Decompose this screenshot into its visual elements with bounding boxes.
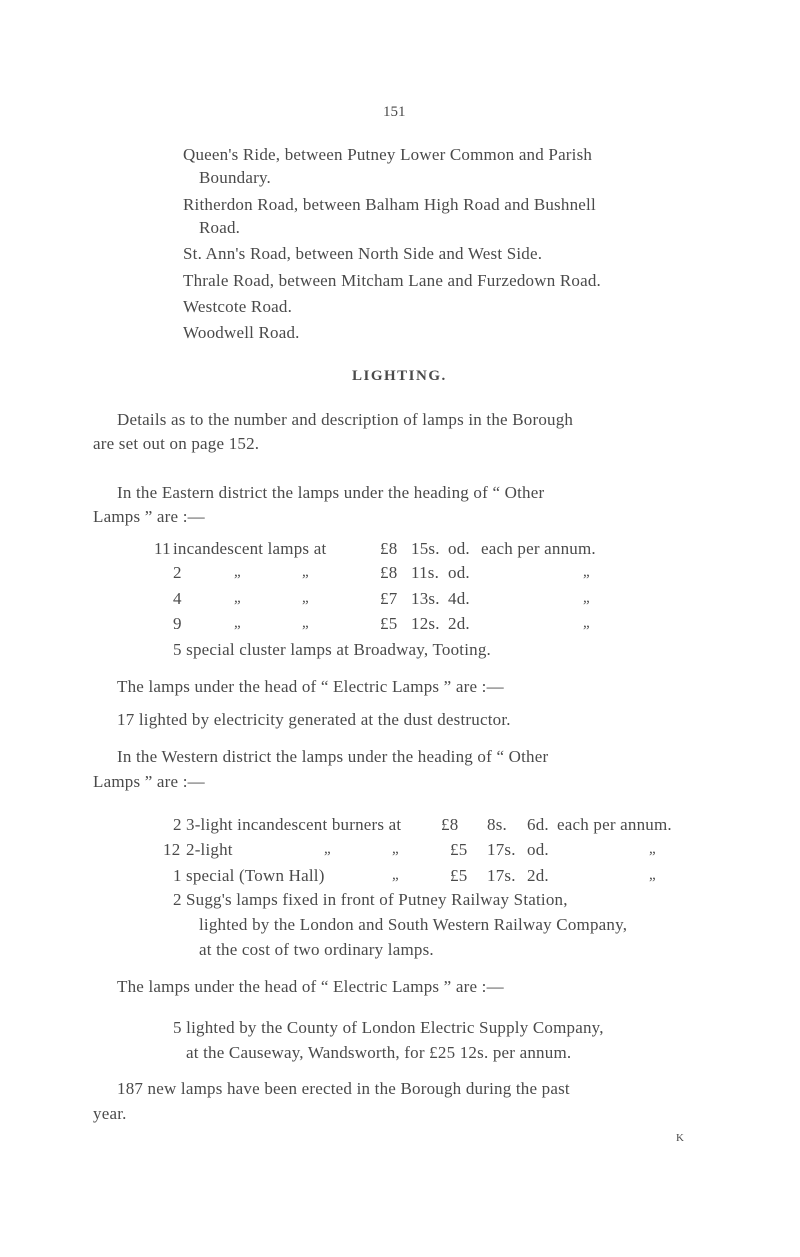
ditto-mark: „ — [324, 841, 331, 857]
ditto-mark: „ — [234, 615, 241, 631]
paragraph-line: lighted by the London and South Western Railway Company, — [199, 915, 628, 934]
lamp-price-pence: 2d. — [448, 614, 470, 633]
lamp-price-pence: 4d. — [448, 589, 470, 608]
lamp-description: 2-light — [186, 840, 233, 859]
lamp-price-pounds: £7 — [380, 589, 398, 608]
ditto-mark: „ — [234, 590, 241, 606]
signature-mark: K — [676, 1132, 684, 1144]
lamp-price-pence: od. — [448, 539, 470, 558]
road-item-line: Woodwell Road. — [183, 323, 300, 342]
lamp-price-shillings: 17s. — [487, 866, 516, 885]
road-item-line: Ritherdon Road, between Balham High Road and Bushnell — [183, 195, 596, 214]
road-item-line: Road. — [199, 218, 241, 237]
lamp-description: incandescent lamps at — [173, 539, 327, 558]
road-item-line: Westcote Road. — [183, 297, 293, 316]
lamp-count: 12 — [163, 840, 181, 859]
lamp-count: 2 — [173, 815, 182, 834]
lamp-description: special (Town Hall) — [186, 866, 325, 885]
paragraph-line: In the Eastern district the lamps under the heading of “ Other — [117, 483, 545, 502]
paragraph-line: In the Western district the lamps under the heading of “ Other — [117, 747, 549, 766]
paragraph-line: are set out on page 152. — [93, 434, 260, 453]
paragraph-line: Details as to the number and description of lamps in the Borough — [117, 410, 574, 429]
lamp-count: 9 — [173, 614, 182, 633]
ditto-mark: „ — [583, 564, 590, 580]
lamp-price-shillings: 11s. — [411, 563, 440, 582]
lamp-count: 2 — [173, 563, 182, 582]
ditto-mark: „ — [392, 841, 399, 857]
lamp-price-suffix: each per annum. — [557, 815, 672, 834]
page-number: 151 — [383, 104, 406, 120]
road-item-line: Queen's Ride, between Putney Lower Common and Parish — [183, 145, 593, 164]
ditto-mark: „ — [302, 564, 309, 580]
road-item-line: Boundary. — [199, 168, 271, 187]
ditto-mark: „ — [583, 590, 590, 606]
lamp-price-shillings: 8s. — [487, 815, 507, 834]
paragraph-line: at the cost of two ordinary lamps. — [199, 940, 434, 959]
road-item-line: Thrale Road, between Mitcham Lane and Furzedown Road. — [183, 271, 601, 290]
lamp-price-shillings: 12s. — [411, 614, 440, 633]
lamp-price-shillings: 15s. — [411, 539, 440, 558]
lamp-price-pence: od. — [448, 563, 470, 582]
lamp-count: 2 — [173, 890, 182, 909]
lamp-description: 3-light incandescent burners at — [186, 815, 402, 834]
lamp-price-pounds: £8 — [380, 539, 398, 558]
ditto-mark: „ — [583, 615, 590, 631]
lamp-price-shillings: 17s. — [487, 840, 516, 859]
paragraph-line: 5 lighted by the County of London Electric Supply Company, — [173, 1018, 604, 1037]
lamp-price-shillings: 13s. — [411, 589, 440, 608]
paragraph-line: 17 lighted by electricity generated at the dust destructor. — [117, 710, 511, 729]
paragraph-line: at the Causeway, Wandsworth, for £25 12s. per annum. — [186, 1043, 572, 1062]
lamp-price-pence: 6d. — [527, 815, 549, 834]
ditto-mark: „ — [649, 867, 656, 883]
paragraph-line: Sugg's lamps fixed in front of Putney Railway Station, — [186, 890, 568, 909]
lamp-count: 4 — [173, 589, 182, 608]
paragraph-line: The lamps under the head of “ Electric Lamps ” are :— — [117, 977, 504, 996]
paragraph-line: 187 new lamps have been erected in the Borough during the past — [117, 1079, 570, 1098]
road-item-line: St. Ann's Road, between North Side and West Side. — [183, 244, 543, 263]
ditto-mark: „ — [302, 590, 309, 606]
lamp-count: 11 — [154, 539, 171, 558]
lamp-price-pounds: £5 — [450, 866, 468, 885]
lamp-price-pence: 2d. — [527, 866, 549, 885]
lamp-price-pence: od. — [527, 840, 549, 859]
lamp-price-pounds: £5 — [380, 614, 398, 633]
paragraph-line: 5 special cluster lamps at Broadway, Tooting. — [173, 640, 491, 659]
lamp-count: 1 — [173, 866, 182, 885]
lamp-price-pounds: £8 — [380, 563, 398, 582]
paragraph-line: year. — [93, 1104, 127, 1123]
paragraph-line: The lamps under the head of “ Electric Lamps ” are :— — [117, 677, 504, 696]
paragraph-line: Lamps ” are :— — [93, 507, 205, 526]
ditto-mark: „ — [234, 564, 241, 580]
lamp-price-suffix: each per annum. — [481, 539, 596, 558]
ditto-mark: „ — [649, 841, 656, 857]
lamp-price-pounds: £5 — [450, 840, 468, 859]
ditto-mark: „ — [302, 615, 309, 631]
lamp-price-pounds: £8 — [441, 815, 459, 834]
ditto-mark: „ — [392, 867, 399, 883]
paragraph-line: Lamps ” are :— — [93, 772, 205, 791]
section-heading: LIGHTING. — [352, 368, 447, 384]
